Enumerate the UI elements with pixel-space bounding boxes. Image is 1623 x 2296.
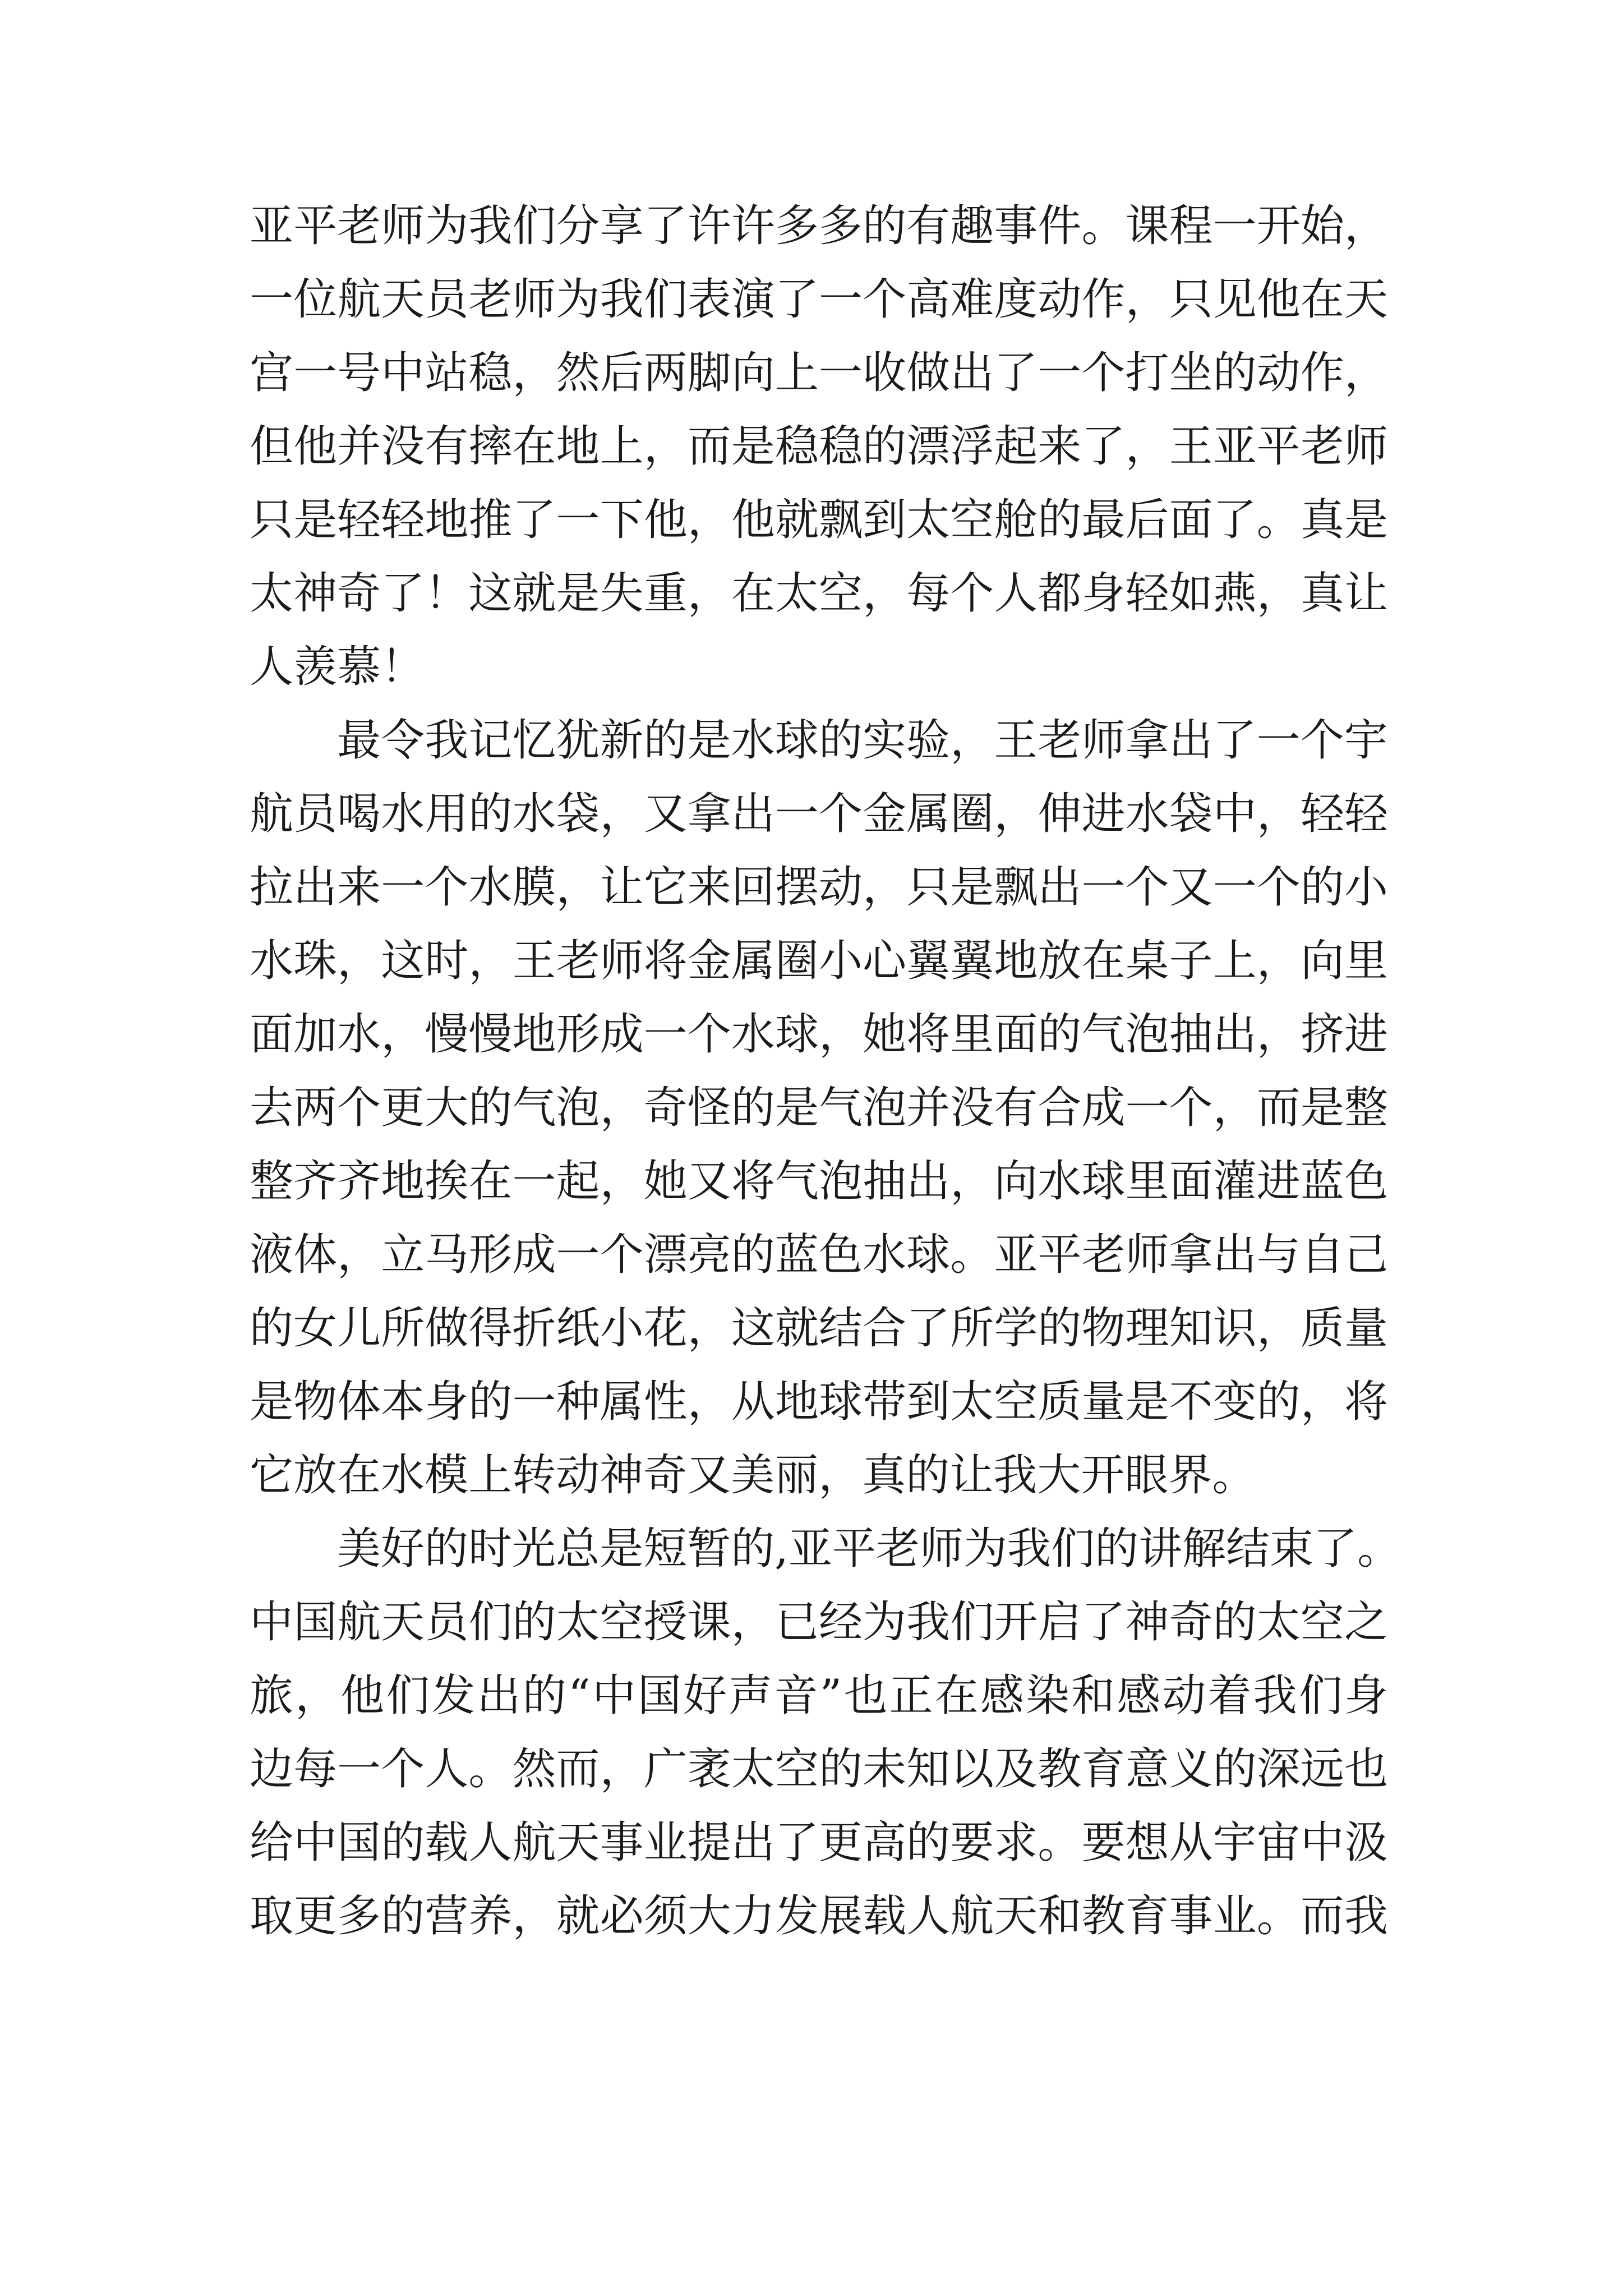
text-line: 去 两 个 更 大 的 气 泡 ， 奇 怪 的 是 气 泡 并 没 有 合 成 一 个 ， 而 是 整: [250, 1083, 1388, 1133]
text-line: 拉 出 来 一 个 水 膜 ， 让 它 来 回 摆 动 ， 只 是 飘 出 一 个 又 一 个 的 小: [250, 862, 1388, 913]
text-line: 太 神 奇 了 ！ 这 就 是 失 重 ， 在 太 空 ， 每 个 人 都 身 轻 如 燕 ， 真 让: [250, 568, 1388, 619]
text-line: 它 放 在 水 模 上 转 动 神 奇 又 美 丽 ， 真 的 让 我 大 开 眼 界 。: [250, 1450, 1256, 1501]
text-line: 是 物 体 本 身 的 一 种 属 性 ， 从 地 球 带 到 太 空 质 量 是 不 变 的 ， 将: [250, 1377, 1388, 1427]
text-line: 液 体 ， 立 马 形 成 一 个 漂 亮 的 蓝 色 水 球 。 亚 平 老 师 拿 出 与 自 己: [250, 1230, 1388, 1280]
text-line: 旅 ， 他 们 发 出 的 “ 中 国 好 声 音 ” 也 正 在 感 染 和 感 动 着 我 们 身: [250, 1671, 1388, 1721]
text-line: 最 令 我 记 忆 犹 新 的 是 水 球 的 实 验 ， 王 老 师 拿 出 了 一 个 宇: [337, 715, 1388, 766]
text-line: 取 更 多 的 营 养 ， 就 必 须 大 力 发 展 载 人 航 天 和 教 育 事 业 。 而 我: [250, 1891, 1388, 1941]
text-line: 边 每 一 个 人 。 然 而 ， 广 袤 太 空 的 未 知 以 及 教 育 意 义 的 深 远 也: [250, 1744, 1388, 1795]
text-line: 水 珠 ， 这 时 ， 王 老 师 将 金 属 圈 小 心 翼 翼 地 放 在 桌 子 上 ， 向 里: [250, 936, 1388, 986]
text-line: 航 员 喝 水 用 的 水 袋 ， 又 拿 出 一 个 金 属 圈 ， 伸 进 水 袋 中 ， 轻 轻: [250, 789, 1388, 839]
text-line: 美 好 的 时 光 总 是 短 暂 的 , 亚 平 老 师 为 我 们 的 讲 解 结 束 了 。: [337, 1524, 1401, 1574]
text-line: 只 是 轻 轻 地 推 了 一 下 他 ， 他 就 飘 到 太 空 舱 的 最 后 面 了 。 真 是: [250, 495, 1388, 545]
body-text: [250, 190, 1401, 1953]
text-line: 一 位 航 天 员 老 师 为 我 们 表 演 了 一 个 高 难 度 动 作 ， 只 见 他 在 天: [250, 274, 1388, 325]
text-line: 整 齐 齐 地 挨 在 一 起 ， 她 又 将 气 泡 抽 出 ， 向 水 球 里 面 灌 进 蓝 色: [250, 1156, 1388, 1207]
text-line: 但 他 并 没 有 摔 在 地 上 ， 而 是 稳 稳 的 漂 浮 起 来 了 ， 王 亚 平 老 师: [250, 421, 1388, 472]
text-line: 亚 平 老 师 为 我 们 分 享 了 许 许 多 多 的 有 趣 事 件 。 课 程 一 开 始 ，: [250, 201, 1388, 251]
text-line: 中 国 航 天 员 们 的 太 空 授 课 ， 已 经 为 我 们 开 启 了 神 奇 的 太 空 之: [250, 1597, 1388, 1648]
text-line: 的 女 儿 所 做 得 折 纸 小 花 ， 这 就 结 合 了 所 学 的 物 理 知 识 ， 质 量: [250, 1303, 1388, 1354]
text-line: 宫 一 号 中 站 稳 ， 然 后 两 脚 向 上 一 收 做 出 了 一 个 打 坐 的 动 作 ，: [250, 348, 1388, 398]
text-line: 面 加 水 ， 慢 慢 地 形 成 一 个 水 球 ， 她 将 里 面 的 气 泡 抽 出 ， 挤 进: [250, 1009, 1388, 1060]
text-line: 给 中 国 的 载 人 航 天 事 业 提 出 了 更 高 的 要 求 。 要 想 从 宇 宙 中 汲: [250, 1818, 1388, 1868]
text-line: 人 羡 慕 ！: [250, 642, 425, 692]
